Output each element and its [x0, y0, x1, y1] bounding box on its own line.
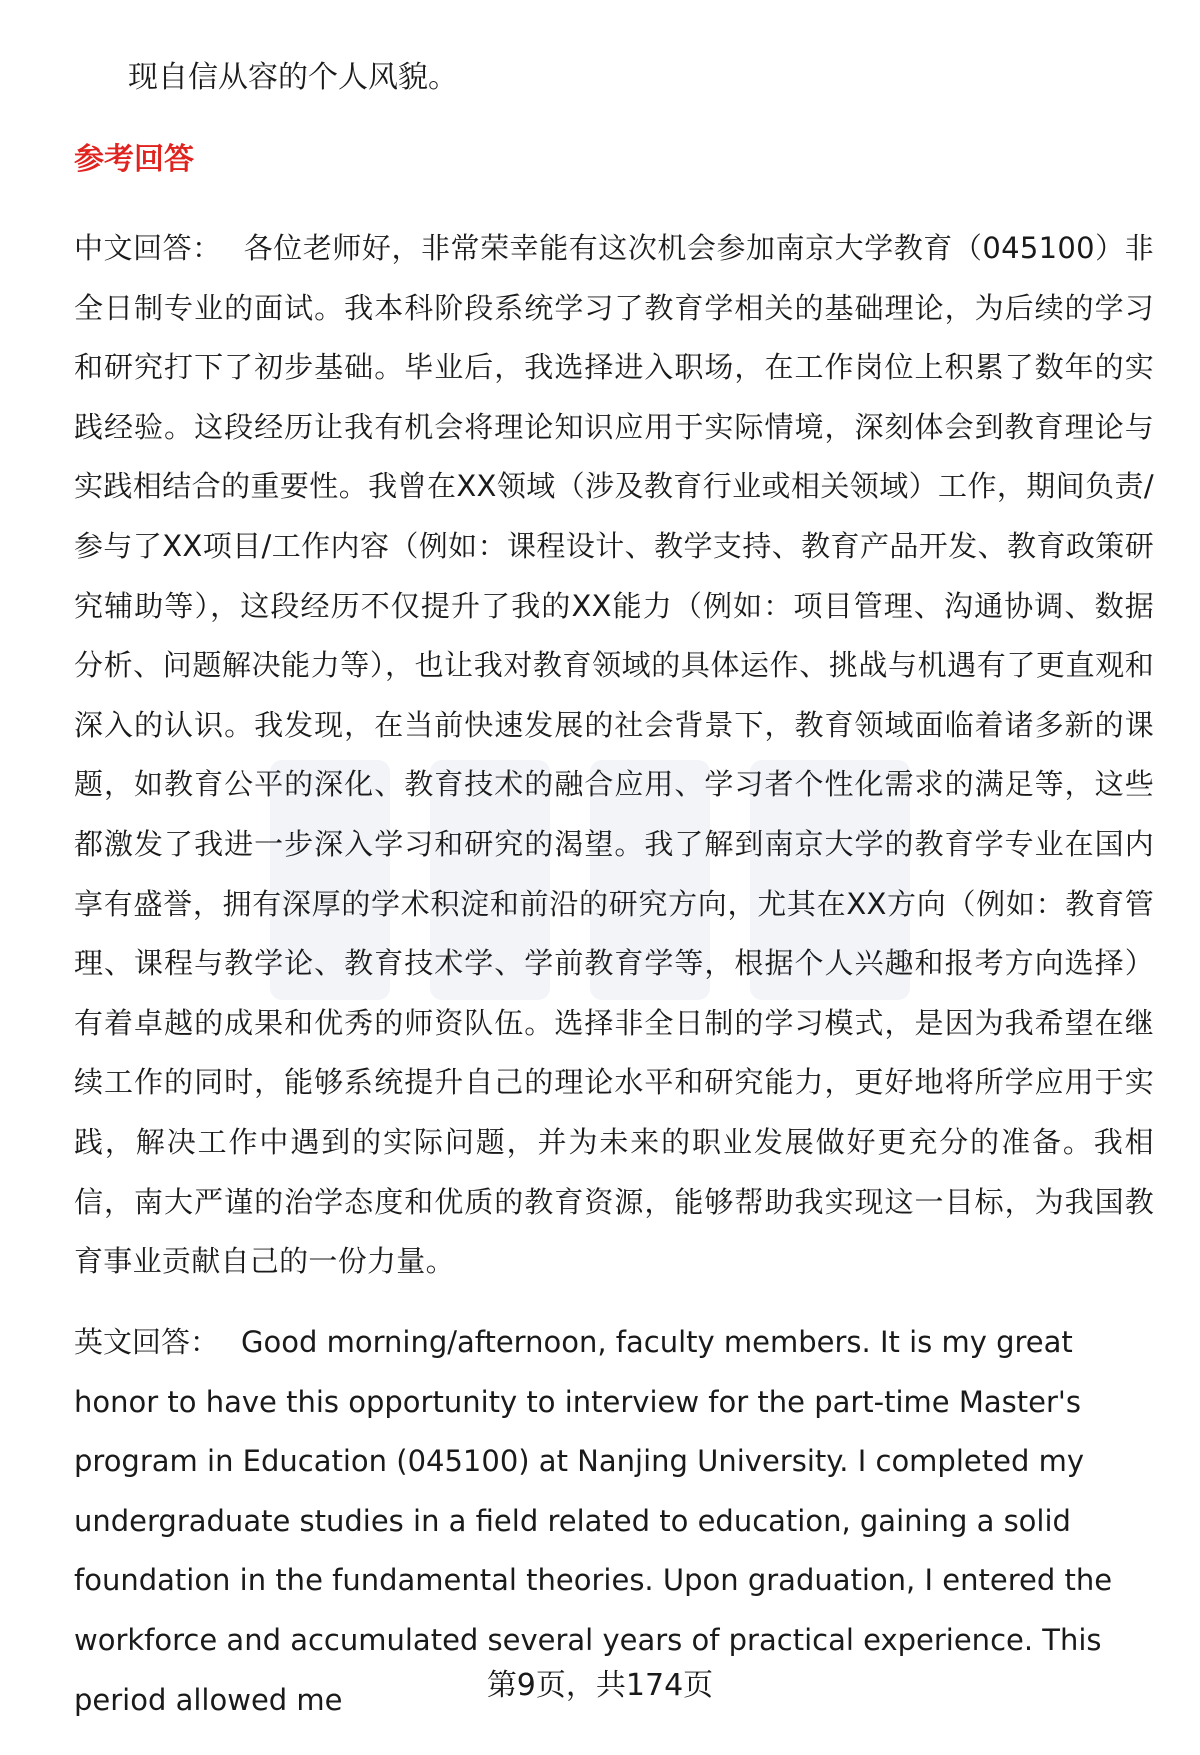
- page-number-footer: 第9页，共174页: [486, 1668, 714, 1703]
- continuation-text: 现自信从容的个人风貌。: [128, 60, 458, 95]
- chinese-answer-paragraph: [74, 219, 1154, 1292]
- chinese-answer-label: 中文回答：: [74, 231, 222, 265]
- english-answer-label: 英文回答：: [74, 1325, 220, 1359]
- section-heading: 参考回答: [74, 142, 194, 177]
- english-answer-text: Good morning/afternoon, faculty members. It is my great honor to have this opportunity to interview for the part-time Master's program in Education (045100) at Nanjing University. I completed my undergraduate studies in a field related to education, gaining a solid foundation in the fundamental theories. Upon graduation, I entered the workforce and accumulated several years of practical experience. This period allowed me: [74, 1325, 1113, 1717]
- chinese-answer-text: 各位老师好，非常荣幸能有这次机会参加南京大学教育（045100）非全日制专业的面试。我本科阶段系统学习了教育学相关的基础理论，为后续的学习和研究打下了初步基础。毕业后，我选择进入职场，在工作岗位上积累了数年的实践经验。这段经历让我有机会将理论知识应用于实际情境，深刻体会到教育理论与实践相结合的重要性。我曾在XX领域（涉及教育行业或相关领域）工作，期间负责/参与了XX项目/工作内容（例如：课程设计、教学支持、教育产品开发、教育政策研究辅助等），这段经历不仅提升了我的XX能力（例如：项目管理、沟通协调、数据分析、问题解决能力等），也让我对教育领域的具体运作、挑战与机遇有了更直观和深入的认识。我发现，在当前快速发展的社会背景下，教育领域面临着诸多新的课题，如教育公平的深化、教育技术的融合应用、学习者个性化需求的满足等，这些都激发了我进一步深入学习和研究的渴望。我了解到南京大学的教育学专业在国内享有盛誉，拥有深厚的学术积淀和前沿的研究方向，尤其在XX方向（例如：教育管理、课程与教学论、教育技术学、学前教育学等，根据个人兴趣和报考方向选择）有着卓越的成果和优秀的师资队伍。选择非全日制的学习模式，是因为我希望在继续工作的同时，能够系统提升自己的理论水平和研究能力，更好地将所学应用于实践，解决工作中遇到的实际问题，并为未来的职业发展做好更充分的准备。我相信，南大严谨的治学态度和优质的教育资源，能够帮助我实现这一目标，为我国教育事业贡献自己的一份力量。: [74, 231, 1154, 1279]
